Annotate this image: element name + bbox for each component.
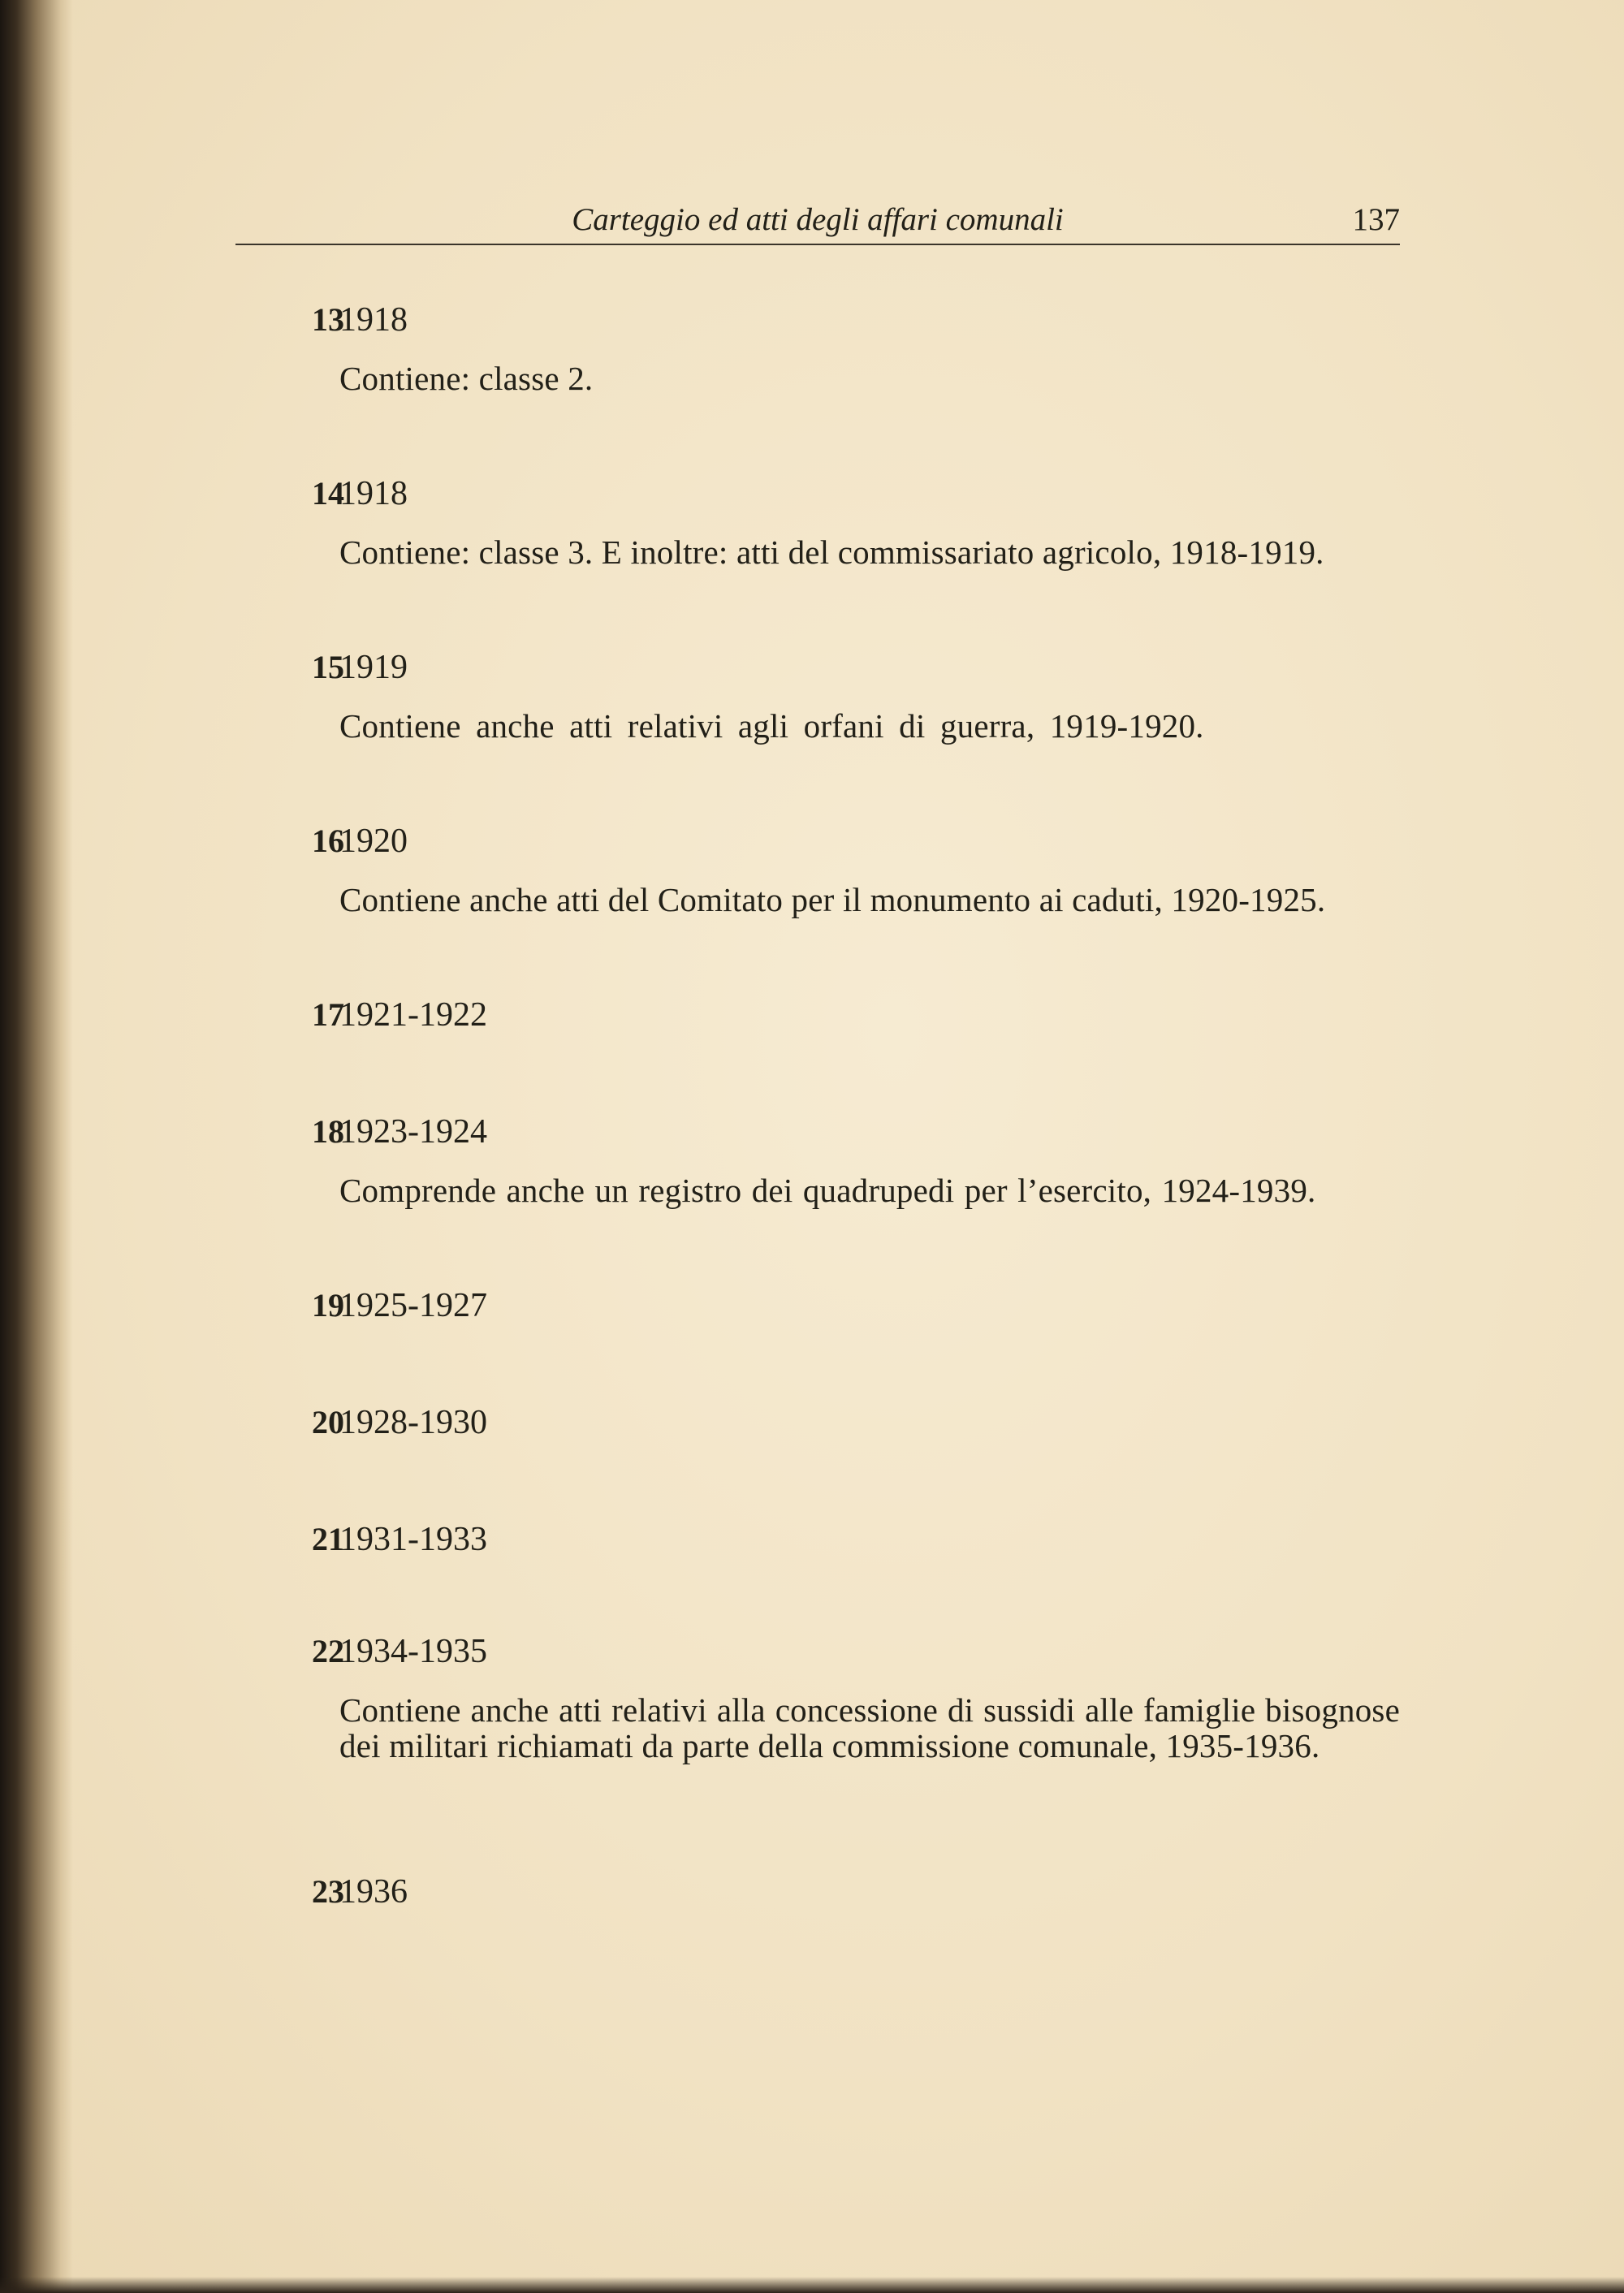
entry-date: 1923-1924 [339,1113,487,1151]
book-spine-shadow [0,0,73,2293]
entry-number: 18 [312,1113,344,1150]
page-header [235,201,1400,242]
entry-number: 14 [312,475,344,512]
running-title: Carteggio ed atti degli affari comunali [572,202,1064,237]
entry-number: 20 [312,1404,344,1440]
entry-number: 21 [312,1521,344,1557]
entry-date: 1918 [339,301,408,339]
entry-date: 1928-1930 [339,1404,487,1441]
header-rule [235,244,1400,245]
entry-description: Contiene anche atti relativi agli orfani di guerra, 1919-1920. [339,707,1204,745]
entry-date: 1931-1933 [339,1521,487,1558]
entry-number: 13 [312,301,344,338]
entry-number: 15 [312,649,344,685]
entry-date: 1925-1927 [339,1287,487,1324]
entry-number: 17 [312,996,344,1033]
entry-number: 22 [312,1633,344,1669]
entry-date: 1919 [339,649,408,686]
entry-description: Comprende anche un registro dei quadrupedi per l’esercito, 1924-1939. [339,1172,1316,1209]
entry-date: 1936 [339,1873,408,1911]
entry-description: Contiene: classe 2. [339,360,594,397]
entry-number: 23 [312,1873,344,1910]
entry-description: Contiene anche atti del Comitato per il monumento ai caduti, 1920-1925. [339,881,1326,918]
page-bottom-edge [0,2277,1624,2293]
entry-description: Contiene: classe 3. E inoltre: atti del commissariato agricolo, 1918-1919. [339,533,1324,571]
entry-number: 19 [312,1287,344,1324]
entry-date: 1934-1935 [339,1633,487,1670]
entry-description: Contiene anche atti relativi alla concessione di sussidi alle famiglie bisognose dei militari richiamati da parte della commissione comunale, 1935-1936. [339,1691,1400,1764]
page-number: 137 [1352,202,1400,237]
entry-date: 1921-1922 [339,996,487,1034]
entry-date: 1920 [339,823,408,860]
entry-number: 16 [312,823,344,859]
entry-date: 1918 [339,475,408,512]
